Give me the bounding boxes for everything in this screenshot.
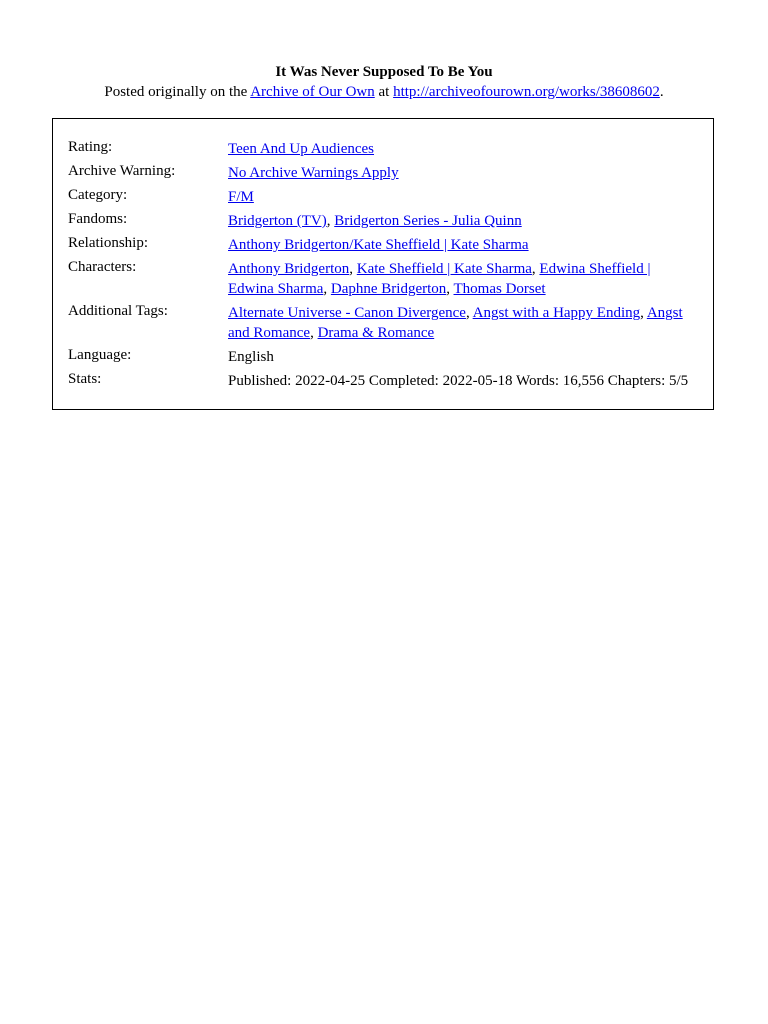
tag-link[interactable]: Kate Sheffield | Kate Sharma <box>356 261 532 277</box>
meta-row-fandoms <box>68 209 698 231</box>
tag-link[interactable]: Angst and Romance <box>228 305 683 341</box>
tag-link[interactable]: Thomas Dorset <box>453 281 546 297</box>
meta-row-characters <box>68 257 698 299</box>
meta-row-language <box>68 345 698 367</box>
tag-link[interactable]: No Archive Warnings Apply <box>228 165 399 181</box>
meta-row-relationship <box>68 233 698 255</box>
tag-link[interactable]: Edwina Sheffield | Edwina Sharma <box>228 261 651 297</box>
meta-row-rating <box>68 137 698 159</box>
period: . <box>659 84 664 100</box>
rating-label: Rating: <box>68 139 113 155</box>
relationship-label: Relationship: <box>68 235 148 251</box>
tag-link[interactable]: Bridgerton Series - Julia Quinn <box>334 213 522 229</box>
work-title: It Was Never Supposed To Be You <box>275 64 493 80</box>
relationship-value <box>228 233 698 255</box>
work-url-link[interactable]: http://archiveofourown.org/works/38608602 <box>393 84 660 100</box>
posted-line <box>0 82 768 102</box>
characters-value <box>228 257 698 299</box>
fandoms-label: Fandoms: <box>68 211 128 227</box>
at-text: at <box>374 84 394 100</box>
meta-row-tags <box>68 301 698 343</box>
tag-link[interactable]: Angst with a Happy Ending <box>472 305 641 321</box>
archive-link[interactable]: Archive of Our Own <box>250 84 375 100</box>
tag-separator: , <box>465 305 473 321</box>
characters-label: Characters: <box>68 259 137 275</box>
tags-label: Additional Tags: <box>68 303 168 319</box>
tags-value <box>228 301 698 343</box>
tag-separator: , <box>349 261 357 277</box>
meta-row-stats <box>68 369 698 391</box>
tag-separator: , <box>323 281 331 297</box>
tag-link[interactable]: F/M <box>228 189 254 205</box>
fandoms-value <box>228 209 698 231</box>
tag-separator: , <box>640 305 647 321</box>
meta-row-warning <box>68 161 698 183</box>
tag-separator: , <box>310 325 318 341</box>
posted-prefix: Posted originally on the <box>104 84 251 100</box>
tag-separator: , <box>446 281 454 297</box>
tag-link[interactable]: Teen And Up Audiences <box>228 141 375 157</box>
stats-label: Stats: <box>68 371 102 387</box>
warning-label: Archive Warning: <box>68 163 176 179</box>
work-meta-box <box>52 118 714 410</box>
tag-link[interactable]: Anthony Bridgerton <box>228 261 350 277</box>
tag-link[interactable]: Drama & Romance <box>317 325 435 341</box>
tag-link[interactable]: Anthony Bridgerton/Kate Sheffield | Kate Sharma <box>228 237 529 253</box>
category-label: Category: <box>68 187 128 203</box>
tag-link[interactable]: Alternate Universe - Canon Divergence <box>228 305 466 321</box>
warning-value <box>228 161 698 183</box>
header <box>0 0 768 102</box>
category-value <box>228 185 698 207</box>
rating-value <box>228 137 698 159</box>
tag-link[interactable]: Daphne Bridgerton <box>330 281 447 297</box>
tag-separator: , <box>326 213 335 229</box>
language-value: English <box>228 349 274 365</box>
tag-link[interactable]: Bridgerton (TV) <box>228 213 327 229</box>
language-label: Language: <box>68 347 132 363</box>
stats-value: Published: 2022-04-25 Completed: 2022-05-18 Words: 16,556 Chapters: 5/5 <box>228 373 689 389</box>
tag-separator: , <box>531 261 540 277</box>
meta-row-category <box>68 185 698 207</box>
